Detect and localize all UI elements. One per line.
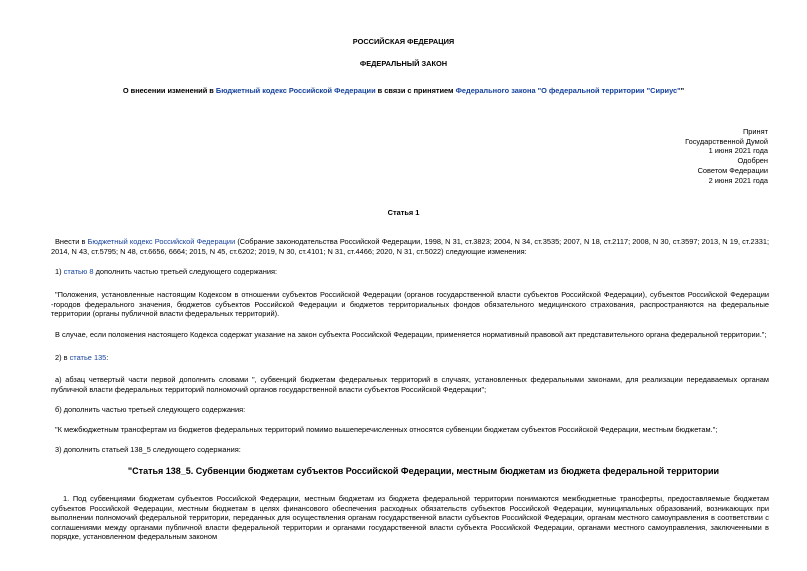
intro-text-1: Внести в: [55, 237, 88, 246]
item-3: 3) дополнить статьей 138_5 следующего содержания:: [55, 445, 241, 454]
adopted-label: Принят: [742, 127, 768, 136]
approved-by: Советом Федерации: [697, 165, 768, 175]
item-2a: а) абзац четвертый части первой дополнить словами ", субвенций бюджетам федеральных территорий в случаях, установленных федеральными законами, для реализации передаваемых органам публичной власти федеральных территорий полномочий органов государственной власти субъектов Российской Федерации";: [51, 375, 769, 394]
title-link-budget-code[interactable]: Бюджетный кодекс Российской Федерации: [215, 86, 376, 95]
item1-text-1: 1): [55, 267, 64, 276]
item2-link-article-135[interactable]: статье 135: [69, 353, 107, 362]
item1-link-article-8[interactable]: статью 8: [63, 267, 94, 276]
quote-paragraph-1: "Положения, установленные настоящим Кодексом в отношении субъектов Российской Федерации (органов государственной власти субъектов Российской Федерации), субъектов Российской Федерации -городов федерального значения, бюджетов субъектов Российской Федерации и бюджетов территориальных фондов обязательного медицинского страхования, распространяются на федеральные территории (органы публичной власти федеральных территорий).: [51, 290, 769, 319]
approved-label: Одобрен: [737, 156, 768, 166]
item2-text-2: :: [106, 353, 109, 362]
item-1: [55, 267, 277, 276]
title-text-3: ": [680, 86, 685, 95]
quote-paragraph-2: В случае, если положения настоящего Кодекса содержат указание на закон субъекта Российской Федерации, применяется нормативный правовой акт представительного органа федеральной территории.";: [55, 330, 767, 339]
item1-text-2: дополнить частью третьей следующего содержания:: [93, 267, 278, 276]
title-link-sirius-law[interactable]: Федерального закона "О федеральной территории "Сириус": [455, 86, 681, 95]
item-2b: б) дополнить частью третьей следующего содержания:: [55, 405, 246, 414]
quote-paragraph-3: "К межбюджетным трансфертам из бюджетов федеральных территорий помимо вышеперечисленных относятся субвенции бюджетам субъектов Российской Федерации, местным бюджетам.";: [55, 425, 718, 434]
intro-link-budget-code[interactable]: Бюджетный кодекс Российской Федерации: [87, 237, 236, 246]
new-article-heading: "Статья 138_5. Субвенции бюджетам субъектов Российской Федерации, местным бюджетам из бюджета федеральной территории: [127, 466, 720, 476]
adopted-date: 1 июня 2021 года: [708, 146, 768, 156]
title-text-2: в связи с принятием: [375, 86, 456, 95]
adoption-block: [685, 127, 768, 185]
law-title: [0, 86, 807, 95]
adopted-by: Государственной Думой: [685, 136, 768, 146]
title-text-1: О внесении изменений в: [122, 86, 216, 95]
item2-text-1: 2) в: [55, 353, 70, 362]
article-intro: [51, 237, 769, 256]
intro-text-2: (Собрание законодательства Российской Федерации, 1998, N 31, ст.3823; 2004, N 34, ст.3535; 2007, N 18, ст.2117; 2008, N 30, ст.3597; 2013, N 19, ст.2331; 2014, N 43, ст.5795; N 48, ст.6656, 6664; 2015, N 45, ст.6202; 2019, N 30, ст.4101; N 31, ст.4466; 2020, N 31, ст.5022) следующие изменения:: [51, 237, 769, 256]
article-heading: Статья 1: [387, 208, 420, 217]
approved-date: 2 июня 2021 года: [708, 175, 768, 185]
new-article-paragraph-1: 1. Под субвенциями бюджетам субъектов Российской Федерации, местным бюджетам из бюджета федеральной территории понимаются межбюджетные трансферты, предоставляемые бюджетам субъектов Российской Федерации, местным бюджетам в целях финансового обеспечения расходных обязательств субъектов Российской Федерации, муниципальных образований, возникающих при выполнении полномочий федеральной территории, переданных для осуществления органам государственной власти субъектов Российской Федерации, органам местного самоуправления в соответствии с соглашениями между органами публичной власти федеральной территории и органами государственной власти субъекта Российской Федерации, органами местного самоуправления, заключенными в порядке, установленном федеральным законом: [51, 494, 769, 542]
doc-type-heading: ФЕДЕРАЛЬНЫЙ ЗАКОН: [359, 59, 448, 68]
item-2: [55, 353, 108, 362]
country-heading: РОССИЙСКАЯ ФЕДЕРАЦИЯ: [352, 37, 455, 46]
